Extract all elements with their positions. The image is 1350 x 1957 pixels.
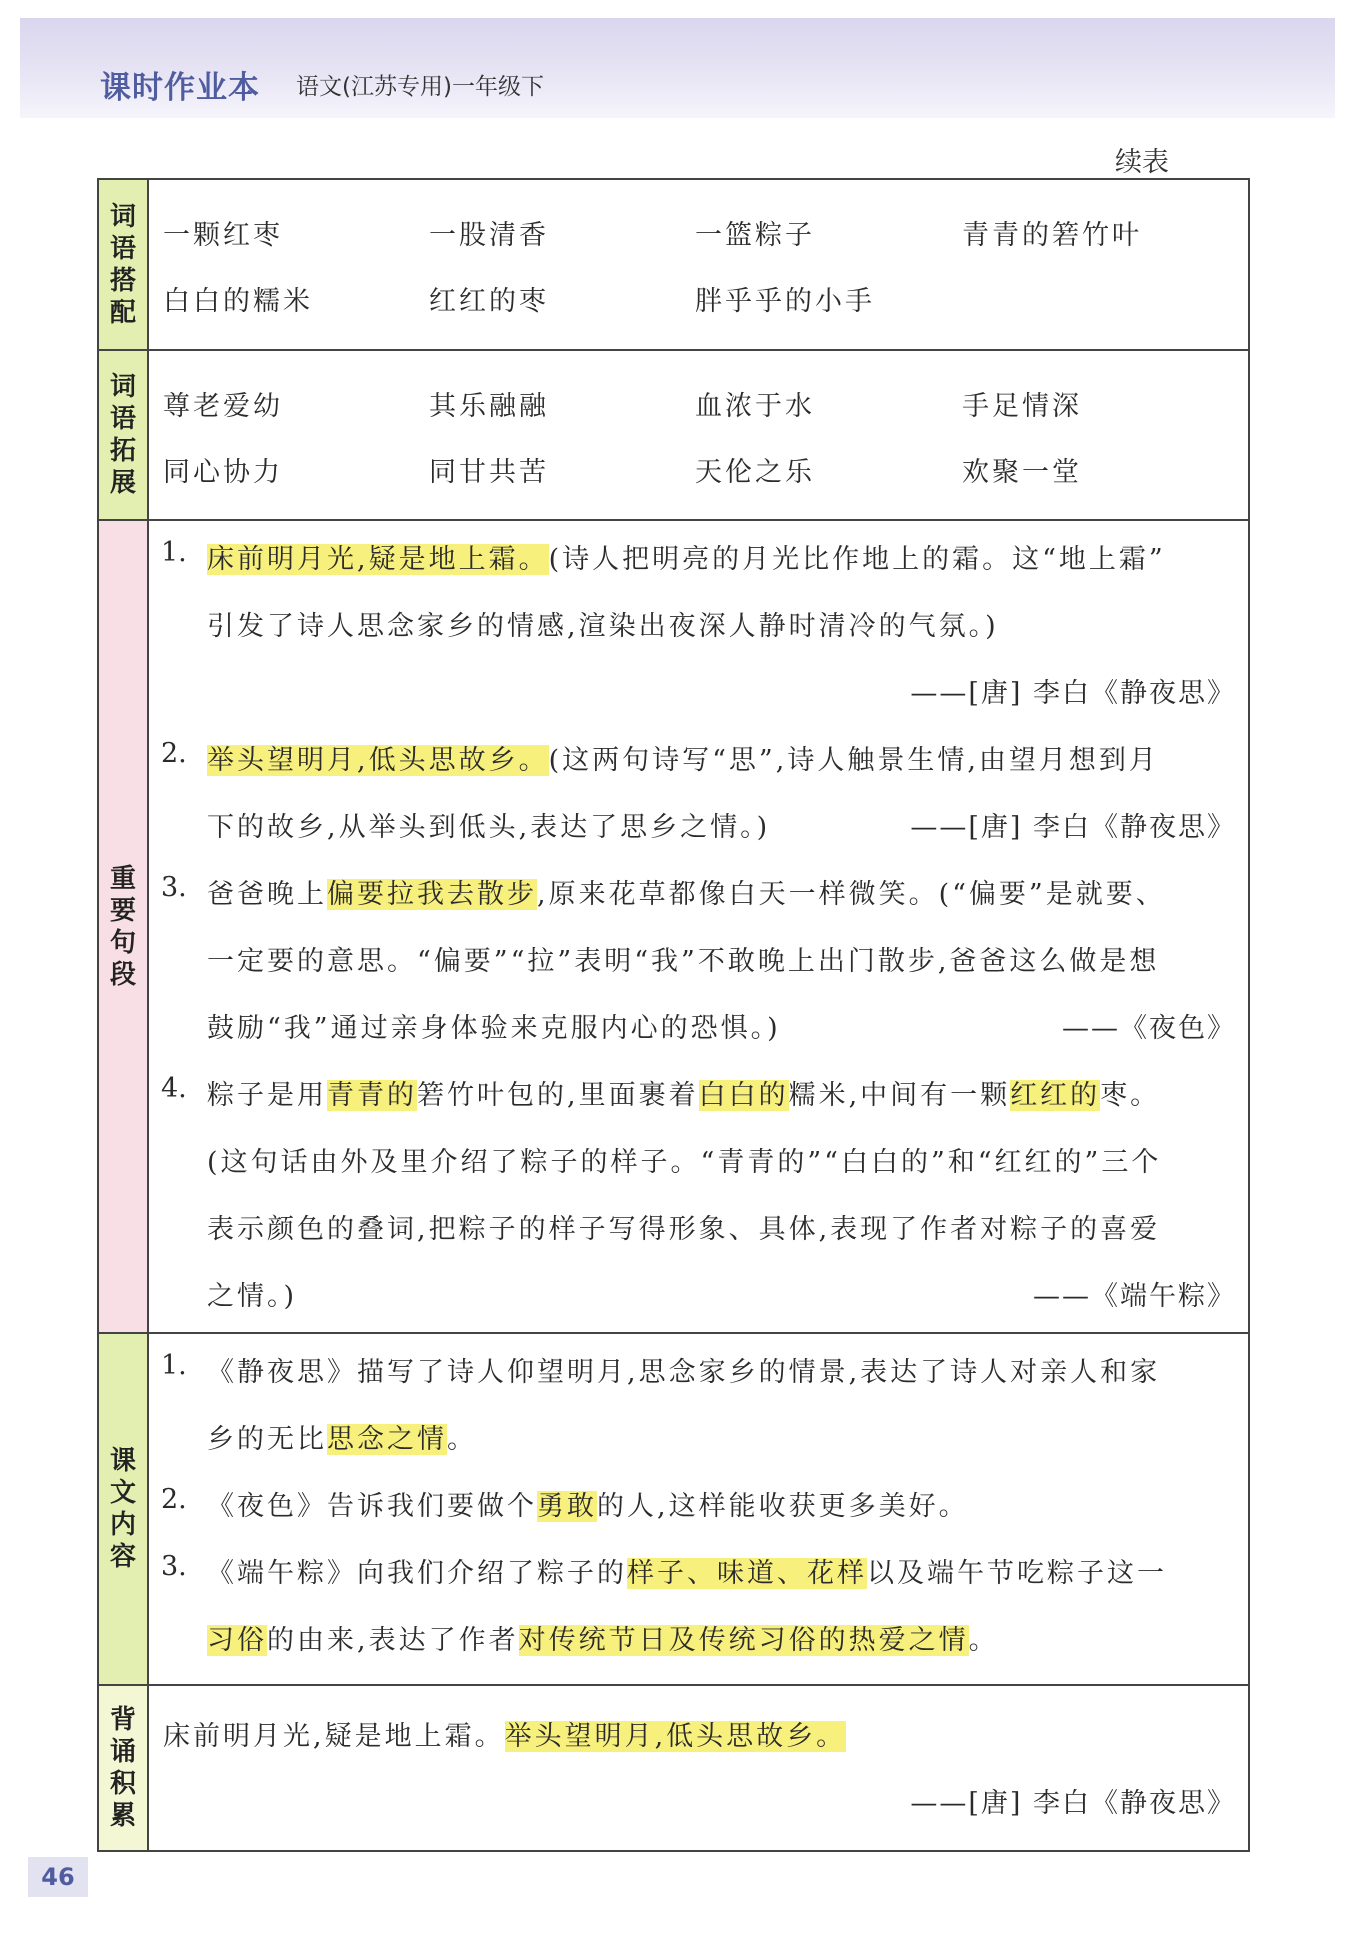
sentence-line: 下的故乡,从举头到低头,表达了思乡之情。) [207, 812, 771, 843]
item-number: 1. [161, 537, 187, 568]
expansion-content [149, 351, 1248, 519]
poem-line: 床前明月光,疑是地上霜。举头望明月,低头思故乡。 [163, 1721, 847, 1752]
sentence-line: 之情。) [207, 1281, 298, 1312]
word-item: 手足情深 [962, 391, 1082, 422]
word-item: 白白的糯米 [163, 286, 313, 317]
recitation-content [149, 1686, 1248, 1850]
highlight: 青青的 [327, 1080, 417, 1111]
source-citation: ——[唐] 李白《静夜思》 [910, 678, 1236, 709]
continued-label: 续表 [1115, 147, 1169, 178]
word-item: 其乐融融 [429, 391, 549, 422]
source-citation: ——[唐] 李白《静夜思》 [910, 1788, 1236, 1819]
source-citation: ——《夜色》 [1062, 1013, 1236, 1044]
sentence-line: 举头望明月,低头思故乡。(这两句诗写“思”,诗人触景生情,由望月想到月 [207, 745, 1159, 776]
word-item: 同甘共苦 [429, 457, 549, 488]
row-collocation [99, 180, 1248, 351]
book-brand: 课时作业本 [100, 70, 260, 106]
sentence-line: 鼓励“我”通过亲身体验来克服内心的恐惧。) [207, 1013, 781, 1044]
sentence-line: 表示颜色的叠词,把粽子的样子写得形象、具体,表现了作者对粽子的喜爱 [207, 1214, 1161, 1245]
highlight: 举头望明月,低头思故乡。 [504, 1721, 847, 1752]
word-item: 一颗红枣 [163, 220, 283, 251]
book-subject: 语文(江苏专用)一年级下 [296, 74, 544, 100]
row-label-key-sentences: 重 要 句 段 [99, 521, 149, 1332]
sentence-line: 一定要的意思。“偏要”“拉”表明“我”不敢晚上出门散步,爸爸这么做是想 [207, 946, 1160, 977]
key-sentences-content [149, 521, 1248, 1332]
highlight: 样子、味道、花样 [627, 1558, 867, 1589]
highlight: 红红的 [1010, 1080, 1101, 1111]
content-line: 乡的无比思念之情。 [207, 1424, 477, 1455]
word-item: 红红的枣 [429, 286, 549, 317]
item-number: 3. [161, 872, 187, 903]
sentence-line: (这句话由外及里介绍了粽子的样子。“青青的”“白白的”和“红红的”三个 [207, 1147, 1162, 1178]
highlight: 白白的 [698, 1080, 789, 1111]
highlight: 思念之情 [327, 1424, 447, 1455]
item-number: 4. [161, 1073, 187, 1104]
content-line: 《夜色》告诉我们要做个勇敢的人,这样能收获更多美好。 [207, 1491, 969, 1522]
page-number: 46 [28, 1857, 88, 1897]
row-label-expansion: 词 语 拓 展 [99, 351, 149, 519]
highlight: 偏要拉我去散步 [327, 879, 537, 910]
content-line: 《端午粽》向我们介绍了粽子的样子、味道、花样以及端午节吃粽子这一 [207, 1558, 1167, 1589]
highlight: 勇敢 [537, 1491, 597, 1522]
word-item: 欢聚一堂 [962, 457, 1082, 488]
item-number: 2. [161, 738, 187, 769]
sentence-line: 床前明月光,疑是地上霜。(诗人把明亮的月光比作地上的霜。这“地上霜” [207, 544, 1166, 575]
word-item: 同心协力 [163, 457, 283, 488]
row-label-recitation: 背 诵 积 累 [99, 1686, 149, 1850]
row-text-content [99, 1334, 1248, 1686]
item-number: 2. [161, 1484, 187, 1515]
highlight: 对传统节日及传统习俗的热爱之情 [518, 1625, 969, 1656]
row-label-text-content: 课 文 内 容 [99, 1334, 149, 1684]
word-item: 血浓于水 [695, 391, 815, 422]
text-content [149, 1334, 1248, 1684]
highlight: 床前明月光,疑是地上霜。 [207, 544, 549, 575]
row-key-sentences [99, 521, 1248, 1334]
content-line: 《静夜思》描写了诗人仰望明月,思念家乡的情景,表达了诗人对亲人和家 [207, 1357, 1161, 1388]
word-item: 一股清香 [429, 220, 549, 251]
highlight: 举头望明月,低头思故乡。 [207, 745, 549, 776]
word-item: 一篮粽子 [695, 220, 815, 251]
sentence-line: 粽子是用青青的箬竹叶包的,里面裹着白白的糯米,中间有一颗红红的枣。 [207, 1080, 1161, 1111]
word-item: 尊老爱幼 [163, 391, 283, 422]
highlight: 习俗 [207, 1625, 267, 1656]
row-recitation [99, 1686, 1248, 1850]
source-citation: ——《端午粽》 [1033, 1281, 1236, 1312]
word-item: 天伦之乐 [695, 457, 815, 488]
study-table [97, 178, 1250, 1852]
word-item: 胖乎乎的小手 [695, 286, 875, 317]
sentence-line: 爸爸晚上偏要拉我去散步,原来花草都像白天一样微笑。(“偏要”是就要、 [207, 879, 1166, 910]
word-item: 青青的箬竹叶 [962, 220, 1142, 251]
content-line: 习俗的由来,表达了作者对传统节日及传统习俗的热爱之情。 [207, 1625, 999, 1656]
item-number: 1. [161, 1350, 187, 1381]
collocation-content [149, 180, 1248, 349]
sentence-line: 引发了诗人思念家乡的情感,渲染出夜深人静时清冷的气氛。) [207, 611, 999, 642]
row-expansion [99, 351, 1248, 521]
source-citation: ——[唐] 李白《静夜思》 [910, 812, 1236, 843]
item-number: 3. [161, 1551, 187, 1582]
row-label-collocation: 词 语 搭 配 [99, 180, 149, 349]
